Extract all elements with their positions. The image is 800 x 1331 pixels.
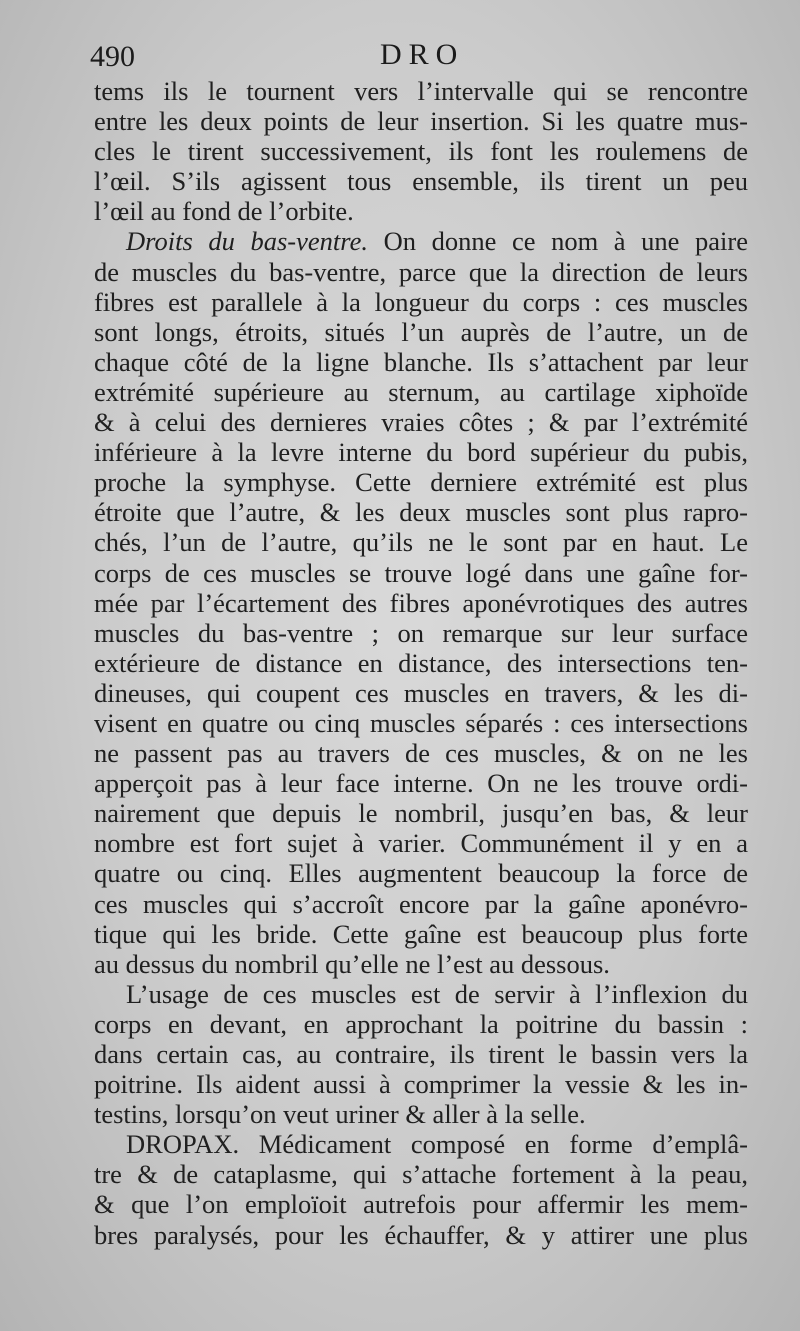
text-line: l’œil au fond de l’orbite. [94, 196, 354, 227]
text-line: cles le tirent successivement, ils font les roulemens de [94, 136, 748, 167]
text-line: corps de ces muscles se trouve logé dans une gaîne for- [94, 557, 748, 588]
entry-line [94, 226, 748, 256]
text-line: étroite que l’autre, & les deux muscles sont plus rapro- [94, 497, 748, 528]
text-line: entre les deux points de leur insertion. Si les quatre mus- [94, 106, 748, 137]
text-line: ces muscles qui s’accroît encore par la gaîne aponévro- [94, 888, 748, 919]
text-line: nombre est fort sujet à varier. Communément il y en a [94, 828, 748, 859]
text-line: & à celui des dernieres vraies côtes ; & par l’extrémité [94, 407, 748, 438]
text-line: tems ils le tournent vers l’intervalle qui se rencontre [94, 76, 748, 106]
text-line: proche la symphyse. Cette derniere extrémité est plus [94, 467, 748, 498]
text-line: muscles du bas-ventre ; on remarque sur leur surface [94, 617, 748, 648]
text-line: extrémité supérieure au sternum, au cartilage xiphoïde [94, 376, 748, 407]
text-line: ne passent pas au travers de ces muscles, & on ne les [94, 738, 748, 769]
text-line: fibres est parallele à la longueur du corps : ces muscles [94, 286, 748, 317]
text-line: chés, l’un de l’autre, qu’ils ne le sont par en haut. Le [94, 527, 748, 558]
text-line: bres paralysés, pour les échauffer, & y attirer une plus [94, 1219, 748, 1250]
entry-text: On donne ce nom à une paire [367, 226, 748, 257]
text-line: mée par l’écartement des fibres aponévrotiques des autres [94, 587, 748, 618]
text-line: poitrine. Ils aident aussi à comprimer la vessie & les in- [94, 1069, 748, 1100]
text-line: l’œil. S’ils agissent tous ensemble, ils tirent un peu [94, 166, 748, 197]
page-number: 490 [90, 40, 135, 73]
text-line: L’usage de ces muscles est de servir à l’inflexion du [126, 978, 748, 1009]
text-line: extérieure de distance en distance, des intersections ten- [94, 647, 748, 678]
text-line: & que l’on emploïoit autrefois pour affermir les mem- [94, 1189, 748, 1220]
text-line: sont longs, étroits, situés l’un auprès de l’autre, un de [94, 316, 748, 347]
text-line: dineuses, qui coupent ces muscles en travers, & les di- [94, 677, 748, 708]
entry-heading: Droits du bas-ventre. [126, 226, 368, 257]
text-line: tique qui les bride. Cette gaîne est beaucoup plus forte [94, 918, 748, 949]
text-line: tre & de cataplasme, qui s’attache fortement à la peau, [94, 1159, 748, 1190]
text-line: au dessus du nombril qu’elle ne l’est au dessous. [94, 948, 610, 979]
text-line: testins, lorsqu’on veut uriner & aller à la selle. [94, 1099, 586, 1130]
text-line: visent en quatre ou cinq muscles séparés : ces intersections [94, 707, 748, 738]
running-head: DRO [380, 38, 465, 71]
text-line: apperçoit pas à leur face interne. On ne les trouve ordi- [94, 768, 748, 799]
text-line: quatre ou cinq. Elles augmentent beaucoup la force de [94, 858, 748, 889]
text-line: dans certain cas, au contraire, ils tirent le bassin vers la [94, 1039, 748, 1069]
text-line: chaque côté de la ligne blanche. Ils s’attachent par leur [94, 346, 748, 377]
text-line: de muscles du bas-ventre, parce que la direction de leurs [94, 256, 748, 287]
text-line: DROPAX. Médicament composé en forme d’emplâ- [126, 1129, 748, 1160]
text-line: corps en devant, en approchant la poitrine du bassin : [94, 1008, 748, 1039]
text-line: inférieure à la levre interne du bord supérieur du pubis, [94, 437, 748, 468]
body-text [94, 76, 748, 1250]
text-line: nairement que depuis le nombril, jusqu’en bas, & leur [94, 798, 748, 829]
